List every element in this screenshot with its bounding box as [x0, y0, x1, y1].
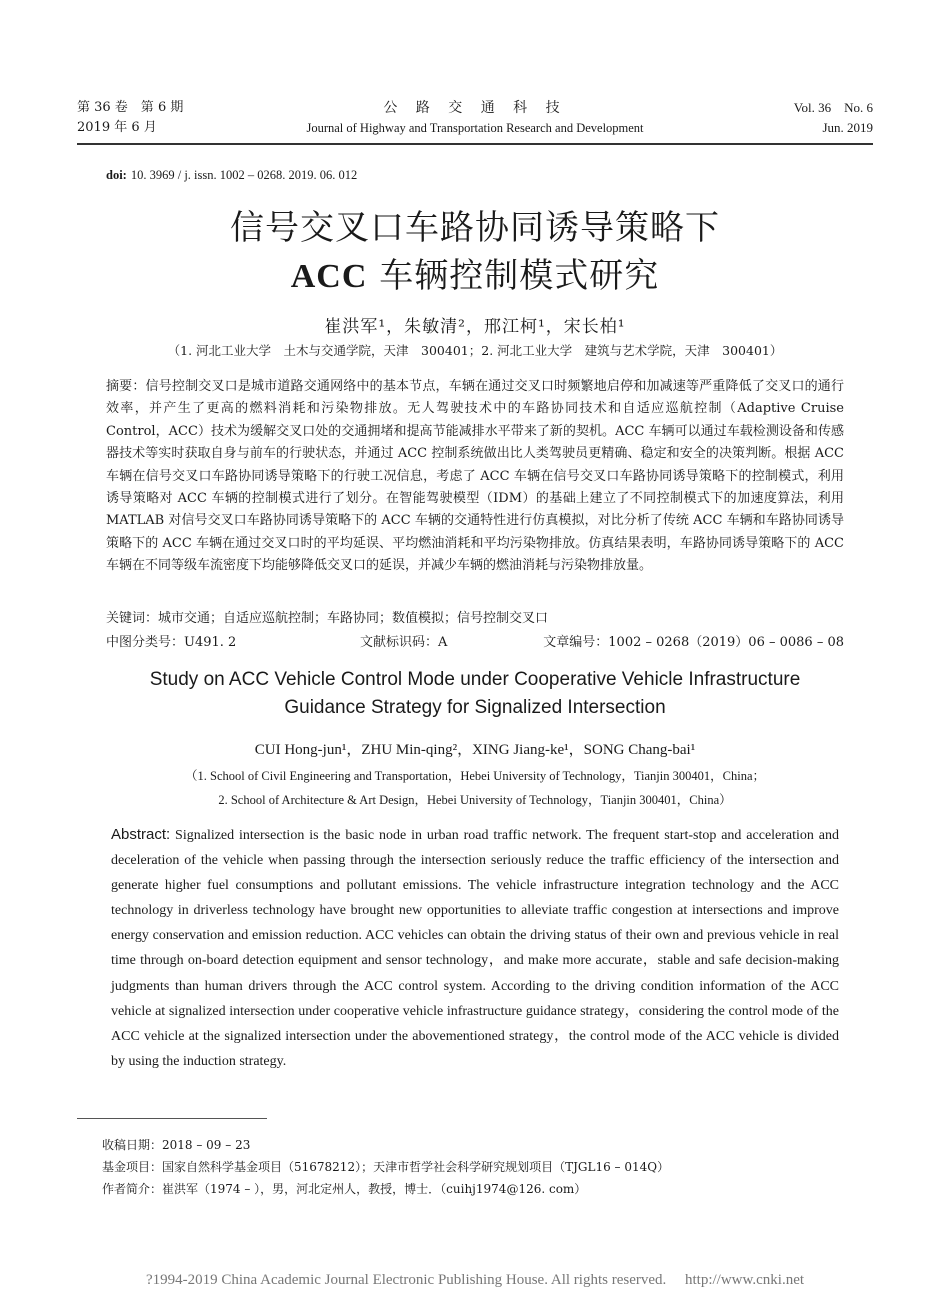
- footnote-funding: 基金项目：国家自然科学基金项目（51678212）；天津市哲学社会科学研究规划项目（TJGL16 – 014Q）: [102, 1160, 670, 1174]
- authors-cn: 崔洪军¹，朱敏清²，邢江柯¹，宋长柏¹: [324, 317, 626, 337]
- affiliation-en-2: 2. School of Architecture & Art Design，Hebei University of Technology，Tianjin 300401，China）: [218, 793, 732, 807]
- affiliations-cn: （1. 河北工业大学 土木与交通学院，天津 300401；2. 河北工业大学 建筑与艺术学院，天津 300401）: [167, 343, 783, 358]
- title-en-line2: Guidance Strategy for Signalized Intersection: [284, 697, 666, 718]
- copyright-line: ?1994-2019 China Academic Journal Electronic Publishing House. All rights reserved. http://www.cnki.net: [145, 1272, 805, 1288]
- abstract-en-text: Signalized intersection is the basic node in urban road traffic network. The frequent start-stop and acceleration and deceleration of the vehicle when passing through the intersection seriously reduce the traffic efficiency of the intersection and generate higher fuel consumptions and pollutant emissions. The vehicle infrastructure integration technology and the ACC technology in driverless technology have brought new opportunities to alleviate traffic congestion at intersections and improve energy conservation and emission reduction. ACC vehicles can obtain the driving status of their own and previous vehicle in real time through on-board detection equipment and sensor technology，and make more accurate，stable and safe decision-making judgments than human drivers through the ACC control system. According to the driving condition information of the ACC vehicle at signalized intersection under cooperative vehicle infrastructure guidance strategy，considering the control mode of the ACC vehicle at the signalized intersection under the abovementioned strategy，the control mode of the ACC vehicle is divided by using the induction strategy.: [111, 828, 839, 1069]
- doi: [106, 168, 357, 183]
- abstract-en-label: Abstract:: [111, 826, 171, 843]
- doi-value: 10. 3969 / j. issn. 1002 – 0268. 2019. 06. 012: [130, 168, 358, 182]
- authors-en: CUI Hong-jun¹，ZHU Min-qing²，XING Jiang-ke¹，SONG Chang-bai¹: [254, 742, 696, 758]
- footnotes: [102, 1134, 669, 1200]
- title-cn-acc: ACC: [290, 258, 368, 295]
- article-number: 文章编号：1002 – 0268（2019）06 – 0086 – 08: [543, 635, 844, 650]
- header-issue-info-en: [794, 98, 873, 138]
- affiliations-en: [0, 764, 950, 812]
- title-cn-line2: [0, 248, 950, 297]
- title-en-line1: Study on ACC Vehicle Control Mode under Cooperative Vehicle Infrastructure: [149, 669, 801, 690]
- footnote-author-bio: 作者简介：崔洪军（1974 – ），男，河北定州人，教授，博士．（cuihj1974@126. com）: [102, 1182, 587, 1196]
- footnote-rule: [77, 1118, 267, 1119]
- header-volume-en: Vol. 36 No. 6: [793, 100, 873, 115]
- document-code: 文献标识码：A: [360, 635, 448, 650]
- header-date-cn: 2019 年 6 月: [77, 120, 157, 135]
- abstract-cn: 摘要：信号控制交叉口是城市道路交通网络中的基本节点，车辆在通过交叉口时频繁地启停和加减速等严重降低了交叉口的通行效率，并产生了更高的燃料消耗和污染物排放。无人驾驶技术中的车路协同技术和自适应巡航控制（Adaptive Cruise Control，ACC）技术为缓解交叉口处的交通拥堵和提高节能减排水平带来了新的契机。ACC 车辆可以通过车载检测设备和传感器技术等实时获取自身与前车的行驶状态，并通过 ACC 控制系统做出比人类驾驶员更精确、稳定和安全的决策判断。根据 ACC 车辆在信号交叉口车路协同诱导策略下的行驶工况信息，考虑了 ACC 车辆在信号交叉口车路协同诱导策略下的控制模式，利用诱导策略对 ACC 车辆的控制模式进行了划分。在智能驾驶模型（IDM）的基础上建立了不同控制模式下的加速度算法，利用 MATLAB 对信号交叉口车路协同诱导策略下的 ACC 车辆的交通特性进行仿真模拟，对比分析了传统 ACC 车辆和车路协同诱导策略下的 ACC 车辆在通过交叉口时的平均延误、平均燃油消耗和平均污染物排放。仿真结果表明，车路协同诱导策略下的 ACC 车辆在不同等级车流密度下均能够降低交叉口的延误，并减少车辆的燃油消耗与污染物排放量。: [106, 379, 844, 574]
- header-journal-cn: 公 路 交 通 科 技: [383, 100, 567, 116]
- header-rule: [77, 143, 873, 145]
- footnote-received: 收稿日期：2018 – 09 – 23: [102, 1138, 251, 1152]
- keywords-cn: 关键词：城市交通；自适应巡航控制；车路协同；数值模拟；信号控制交叉口: [106, 611, 549, 626]
- title-cn-line1: 信号交叉口车路协同诱导策略下: [230, 208, 720, 248]
- affiliation-en-1: （1. School of Civil Engineering and Transportation，Hebei University of Technology，Tianjin 300401，China；: [185, 769, 765, 783]
- header-journal-en: Journal of Highway and Transportation Research and Development: [306, 121, 644, 135]
- doi-label: doi:: [106, 168, 127, 182]
- header-volume-cn: 第 36 卷 第 6 期: [77, 100, 184, 115]
- title-cn-rest: 车辆控制模式研究: [367, 256, 660, 296]
- clc-number: 中图分类号：U491. 2: [106, 635, 237, 650]
- title-en: [0, 666, 950, 722]
- abstract-en: [111, 822, 839, 1074]
- header-date-en: Jun. 2019: [822, 120, 873, 135]
